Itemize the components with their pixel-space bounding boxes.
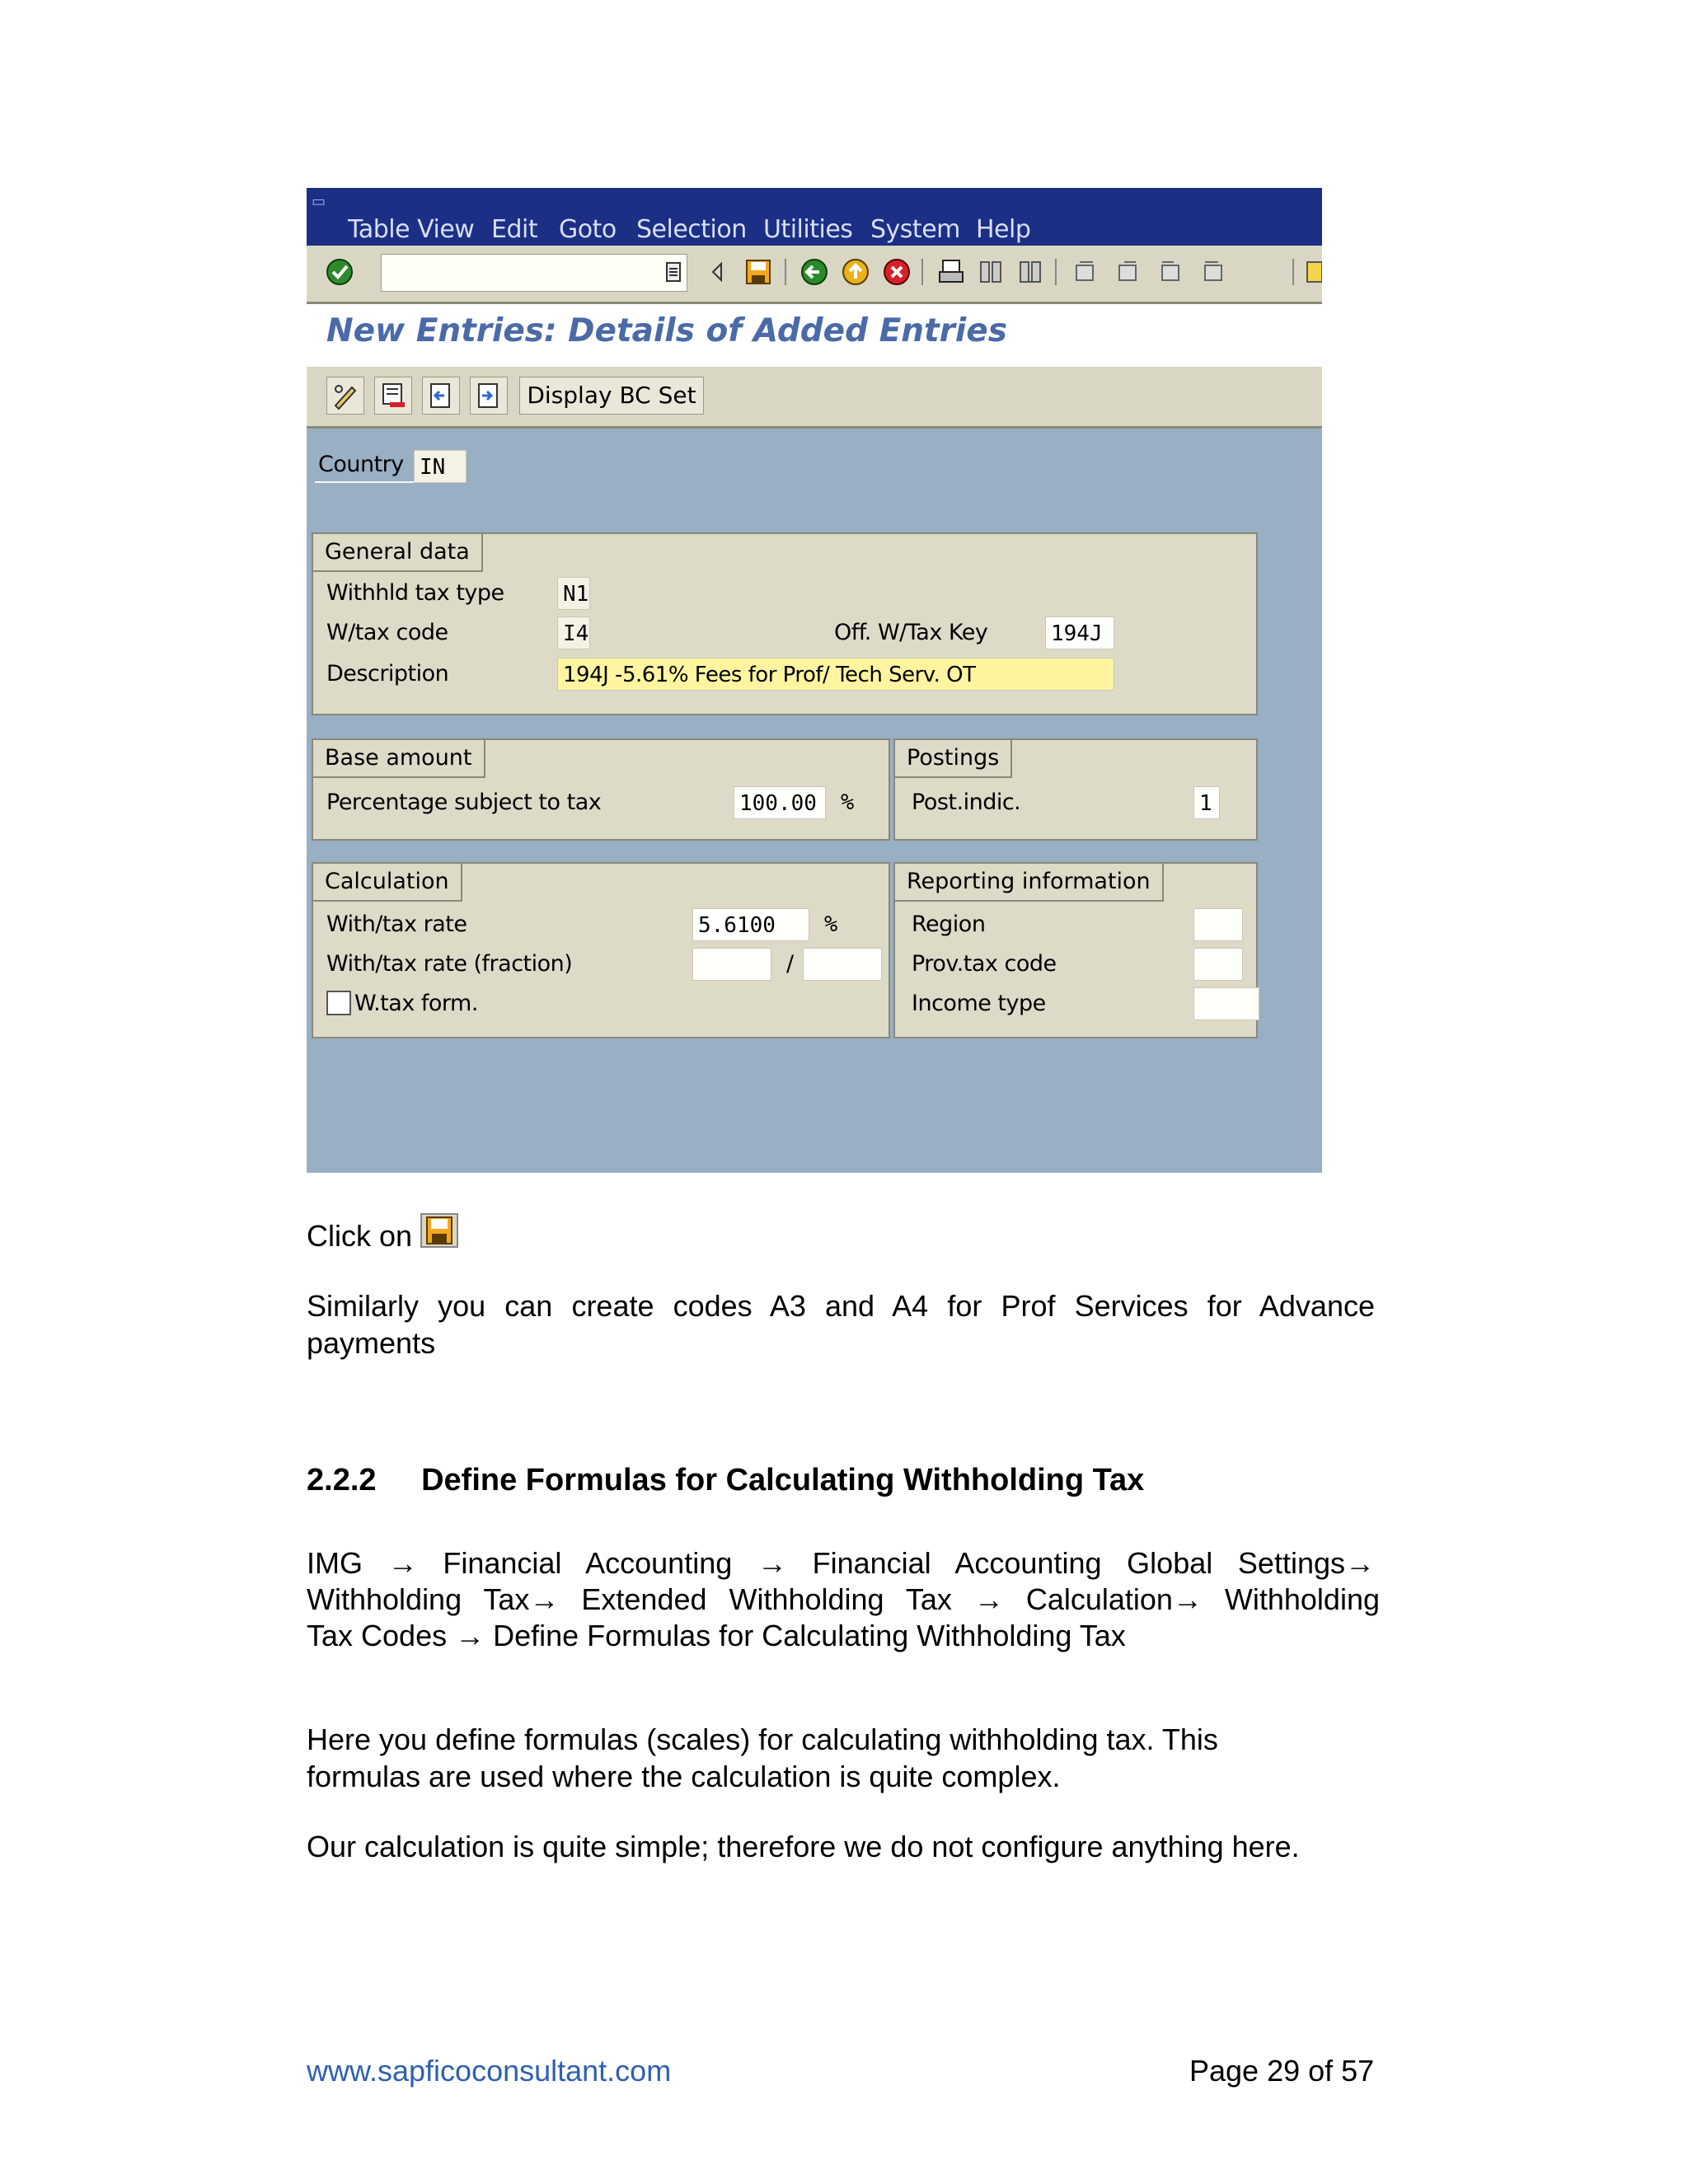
- general-data-title: General data: [313, 534, 483, 572]
- calculation-title: Calculation: [313, 864, 462, 902]
- sap-window-icon[interactable]: ▭: [312, 193, 326, 209]
- command-history-icon[interactable]: [665, 261, 682, 283]
- prov-tax-code-label: Prov.tax code: [912, 951, 1057, 977]
- wtax-form-checkbox[interactable]: [326, 991, 351, 1015]
- toolbar-separator: [785, 259, 786, 285]
- next-entry-icon: [471, 377, 507, 414]
- next-entry-button[interactable]: [470, 377, 508, 415]
- menu-utilities[interactable]: Utilities: [763, 215, 853, 244]
- off-wtax-key-label: Off. W/Tax Key: [834, 620, 988, 645]
- calculation-group: [312, 862, 890, 1038]
- collapse-arrow-icon[interactable]: [708, 257, 726, 287]
- paragraph-1-line-2: formulas are used where the calculation is quite complex.: [307, 1760, 1061, 1793]
- screen-title-area: [307, 304, 1322, 367]
- first-page-icon[interactable]: [1070, 257, 1100, 287]
- wtax-fraction-numerator-field[interactable]: [692, 948, 771, 981]
- region-label: Region: [912, 912, 986, 937]
- menu-help[interactable]: Help: [976, 215, 1031, 244]
- display-change-button[interactable]: [326, 377, 364, 415]
- menu-table-view[interactable]: Table View: [348, 215, 475, 244]
- back-icon[interactable]: [799, 257, 829, 287]
- find-next-icon[interactable]: [1015, 257, 1045, 287]
- section-heading: [307, 1463, 1144, 1498]
- img-path-line-2: Withholding Tax→ Extended Withholding Tax → Calculation→ Withholding: [307, 1582, 1380, 1616]
- find-icon[interactable]: [976, 257, 1006, 287]
- sap-menu-bar: [307, 188, 1322, 246]
- paragraph-2: Our calculation is quite simple; therefore we do not configure anything here.: [307, 1830, 1300, 1863]
- off-wtax-key-field[interactable]: 194J: [1045, 616, 1114, 649]
- reporting-information-title: Reporting information: [895, 864, 1164, 902]
- region-field[interactable]: [1193, 908, 1243, 941]
- similarly-line-2: payments: [307, 1326, 436, 1360]
- enter-check-icon[interactable]: [325, 257, 354, 287]
- sap-system-toolbar: [307, 246, 1322, 304]
- description-label: Description: [326, 661, 449, 687]
- footer-website-link[interactable]: www.sapficoconsultant.com: [307, 2054, 672, 2088]
- postings-title: Postings: [895, 740, 1012, 778]
- cancel-icon[interactable]: [882, 257, 912, 287]
- create-session-icon[interactable]: [1306, 257, 1322, 287]
- post-indic-label: Post.indic.: [912, 790, 1021, 815]
- delete-entry-button[interactable]: [374, 377, 412, 415]
- menu-selection[interactable]: Selection: [636, 215, 747, 244]
- base-amount-group: [312, 738, 890, 841]
- exit-icon[interactable]: [841, 257, 870, 287]
- menu-system[interactable]: System: [870, 215, 960, 244]
- reporting-information-group: [893, 862, 1258, 1038]
- income-type-field[interactable]: [1193, 987, 1259, 1020]
- base-amount-title: Base amount: [313, 740, 485, 778]
- percentage-unit: %: [841, 790, 854, 815]
- next-page-icon[interactable]: [1156, 257, 1185, 287]
- print-icon[interactable]: [936, 257, 966, 287]
- paragraph-1-line-1: Here you define formulas (scales) for calculating withholding tax. This: [307, 1722, 1218, 1756]
- sap-screenshot: [307, 188, 1322, 1173]
- prov-tax-code-field[interactable]: [1193, 948, 1243, 981]
- wtax-code-field[interactable]: I4: [557, 616, 590, 649]
- section-number: 2.2.2: [307, 1463, 377, 1497]
- previous-entry-button[interactable]: [422, 377, 460, 415]
- wtax-rate-field[interactable]: 5.6100: [692, 908, 809, 941]
- click-on-text: Click on: [307, 1219, 413, 1253]
- description-field[interactable]: 194J -5.61% Fees for Prof/ Tech Serv. OT: [557, 658, 1114, 691]
- application-toolbar: [307, 367, 1322, 429]
- save-icon[interactable]: [743, 257, 773, 287]
- percentage-subject-field[interactable]: 100.00: [734, 786, 826, 819]
- toolbar-separator: [921, 259, 923, 285]
- pencil-glasses-icon: [327, 377, 363, 414]
- screen-title: New Entries: Details of Added Entries: [326, 312, 1007, 349]
- click-on-line: [307, 1213, 458, 1254]
- fraction-separator: /: [786, 951, 794, 977]
- footer-page-number: Page 29 of 57: [1189, 2054, 1375, 2088]
- wtax-fraction-denominator-field[interactable]: [803, 948, 882, 981]
- label-underline: [315, 481, 417, 483]
- toolbar-separator: [1292, 259, 1294, 285]
- last-page-icon[interactable]: [1198, 257, 1228, 287]
- general-data-group: [312, 532, 1258, 715]
- section-title: Define Formulas for Calculating Withholding Tax: [421, 1463, 1145, 1497]
- img-path-line-1: IMG → Financial Accounting → Financial Accounting Global Settings→: [307, 1546, 1375, 1580]
- country-label: Country: [318, 452, 404, 477]
- wtax-form-label: W.tax form.: [354, 991, 478, 1016]
- wtax-code-label: W/tax code: [326, 620, 448, 645]
- save-icon: [420, 1213, 458, 1248]
- income-type-label: Income type: [912, 991, 1046, 1016]
- previous-page-icon[interactable]: [1113, 257, 1142, 287]
- command-field[interactable]: [381, 254, 687, 292]
- img-path-line-3: Tax Codes → Define Formulas for Calculating Withholding Tax: [307, 1619, 1126, 1652]
- percentage-subject-label: Percentage subject to tax: [326, 790, 602, 815]
- menu-goto[interactable]: Goto: [559, 215, 617, 244]
- similarly-line-1: Similarly you can create codes A3 and A4 for Prof Services for Advance: [307, 1289, 1375, 1323]
- previous-entry-icon: [423, 377, 459, 414]
- country-field[interactable]: IN: [414, 450, 467, 483]
- display-bc-set-button[interactable]: Display BC Set: [519, 377, 704, 415]
- toolbar-separator: [1055, 259, 1057, 285]
- postings-group: [893, 738, 1258, 841]
- delete-row-icon: [375, 377, 411, 414]
- wtax-fraction-label: With/tax rate (fraction): [326, 951, 573, 977]
- post-indic-field[interactable]: 1: [1193, 786, 1220, 819]
- wtax-rate-label: With/tax rate: [326, 912, 467, 937]
- withhld-tax-type-field[interactable]: N1: [557, 577, 590, 610]
- menu-edit[interactable]: Edit: [491, 215, 538, 244]
- withhld-tax-type-label: Withhld tax type: [326, 580, 504, 606]
- wtax-rate-unit: %: [824, 912, 837, 937]
